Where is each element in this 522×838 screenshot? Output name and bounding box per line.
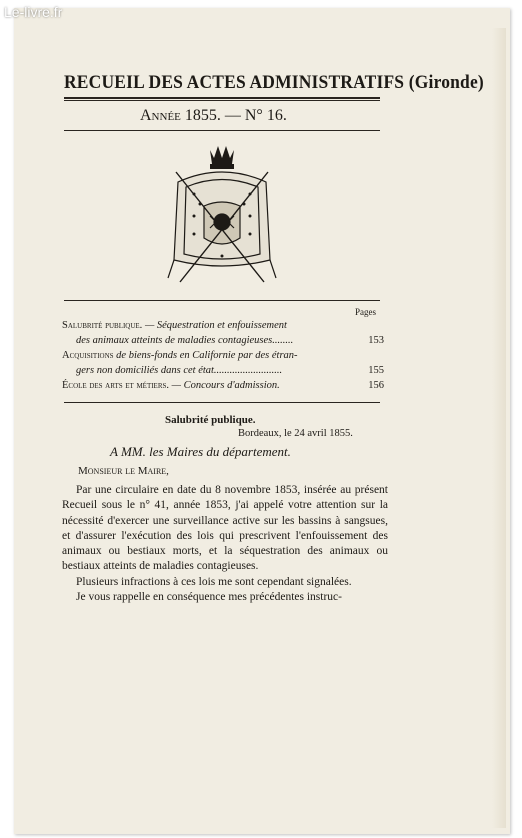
issue-rule <box>64 130 380 131</box>
addressee: A MM. les Maires du département. <box>110 444 291 459</box>
imperial-coat-of-arms-icon <box>160 142 284 292</box>
toc-entry-page: 155 <box>368 365 384 376</box>
toc-entry <box>62 378 388 393</box>
toc-entry-text: — Concours d'admission. <box>169 380 280 391</box>
toc-entry-continuation <box>62 333 388 348</box>
dateline: Bordeaux, le 24 avril 1855. <box>238 428 353 439</box>
toc-pages-label: Pages <box>355 307 376 317</box>
paragraph: Je vous rappelle en conséquence mes précédentes instruc- <box>76 591 342 604</box>
toc-entry-page: 153 <box>368 335 384 346</box>
toc-entry <box>62 318 388 333</box>
watermark: Le-livre.fr <box>4 4 63 20</box>
toc-entry-lead: École des arts et métiers. <box>62 380 170 391</box>
paragraph: Plusieurs infractions à ces lois me sont cependant signalées. <box>76 575 352 588</box>
title-rule-top <box>64 97 380 99</box>
paragraph: Par une circulaire en date du 8 novembre 1853, insérée au présent Recueil sous le n° 41, année 1853, j'ai appelé votre attention sur la nécessité d'exercer une surveillance active sur les bassins à sangsues, et d'assurer l'exécution des lois qui prescrivent l'enfouissement des animaux ou bestiaux morts, et la séquestration des animaux ou bestiaux atteints de maladies contagieuses. <box>62 484 388 573</box>
toc-entry <box>62 348 388 363</box>
letter-body <box>62 483 388 605</box>
toc-entry-lead: Acquisitions <box>62 350 114 361</box>
toc-rule-bottom <box>64 402 380 403</box>
publication-title: RECUEIL DES ACTES ADMINISTRATIFS (Gironde) <box>64 72 484 93</box>
toc-entry-line2: gers non domiciliés dans cet état.......................... <box>76 365 283 376</box>
section-title: Salubrité publique. <box>165 414 256 426</box>
issue-text: Année 1855. — N° 16. <box>140 107 287 124</box>
toc-entry-text: — Séquestration et enfouissement <box>142 320 287 331</box>
toc-entry-line2: des animaux atteints de maladies contagieuses........ <box>76 335 294 346</box>
toc-entry-continuation <box>62 363 388 378</box>
toc-entry-text: de biens-fonds en Californie par des étran- <box>113 350 298 361</box>
toc-entry-page: 156 <box>368 380 384 391</box>
issue-number <box>140 107 320 125</box>
title-rule-bottom <box>64 100 380 101</box>
table-of-contents <box>62 318 388 393</box>
salutation: Monsieur le Maire, <box>78 465 169 477</box>
toc-rule-top <box>64 300 380 301</box>
toc-entry-lead: Salubrité publique. <box>62 320 143 331</box>
